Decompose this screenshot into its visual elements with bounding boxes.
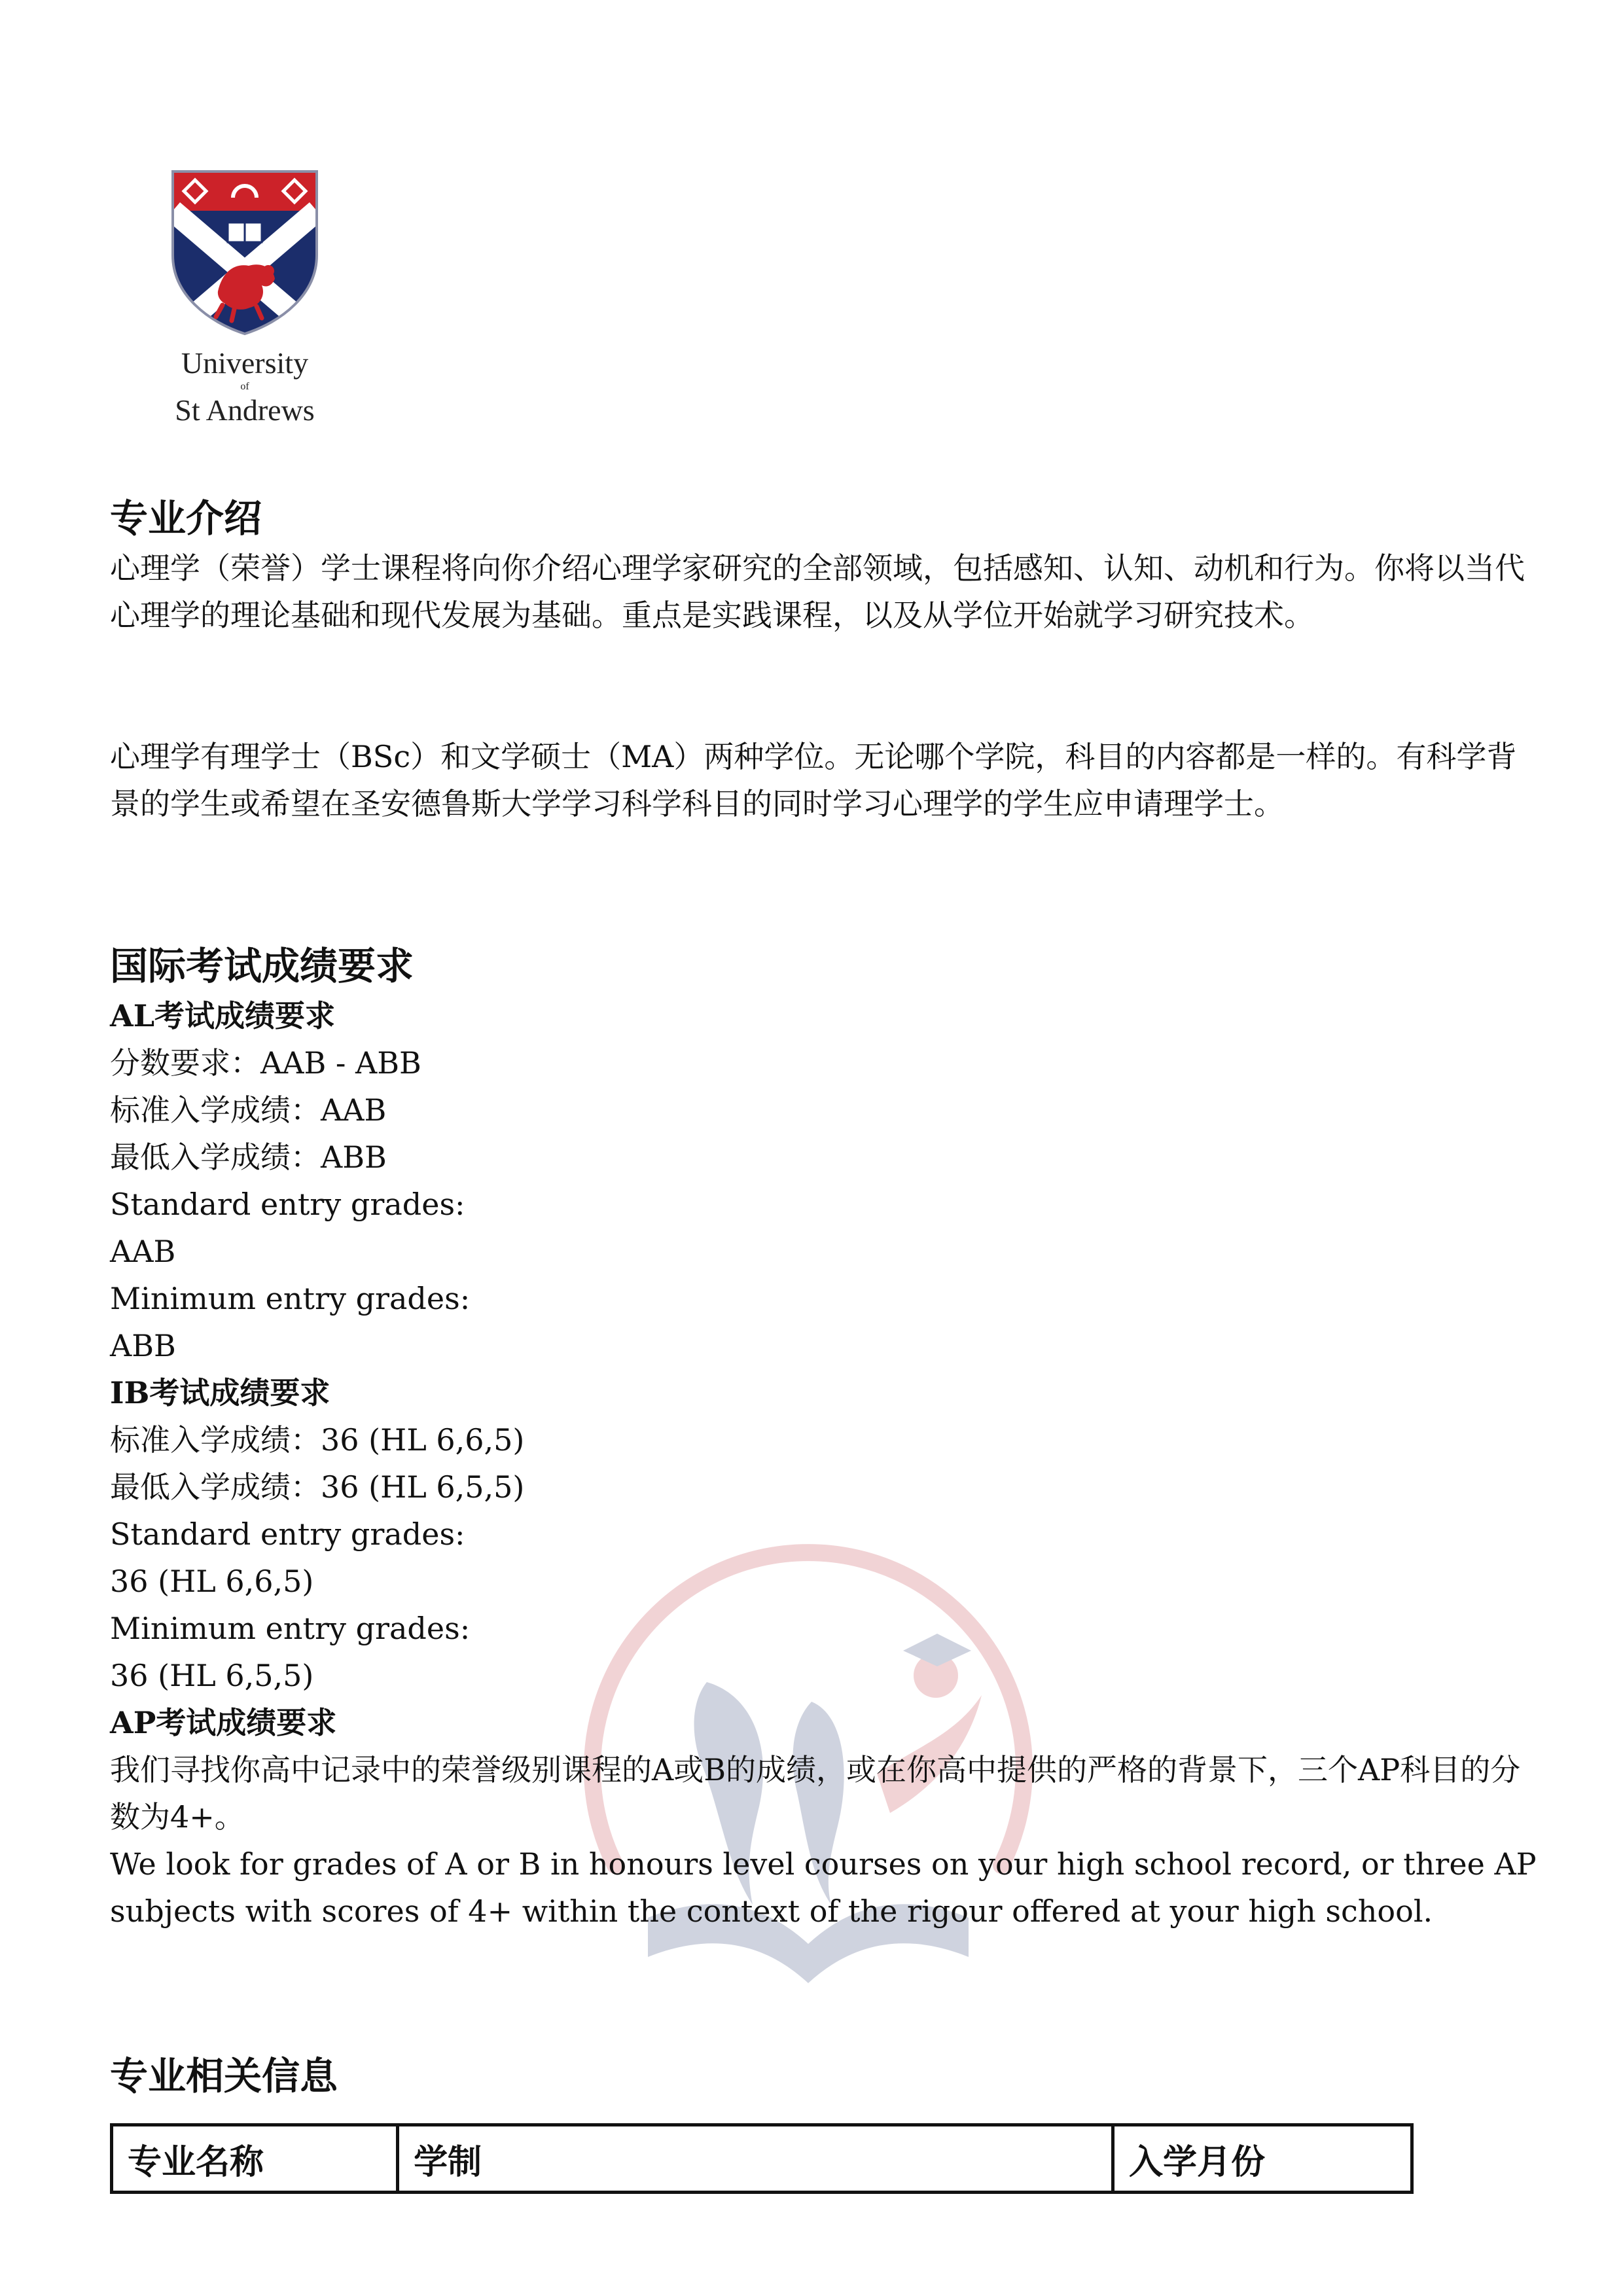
program-info-table (110, 2123, 1414, 2194)
ib-line: 36 (HL 6,6,5) (110, 1564, 314, 1599)
table-header-program-name: 专业名称 (112, 2125, 398, 2193)
intro-paragraph-2: 心理学有理学士（BSc）和文学硕士（MA）两种学位。无论哪个学院，科目的内容都是一样的。有科学背景的学生或希望在圣安德鲁斯大学学习科学科目的同时学习心理学的学生应申请理学士。 (110, 739, 1517, 821)
section-heading-requirements: 国际考试成绩要求 (110, 944, 414, 988)
intro-paragraph-1: 心理学（荣誉）学士课程将向你介绍心理学家研究的全部领域，包括感知、认知、动机和行为。你将以当代心理学的理论基础和现代发展为基础。重点是实践课程，以及从学位开始就学习研究技术。 (110, 550, 1525, 633)
table-header-duration: 学制 (398, 2125, 1113, 2193)
table-header-row (112, 2125, 1412, 2193)
university-logo (110, 157, 380, 432)
ap-requirements-title: AP考试成绩要求 (110, 1705, 337, 1740)
al-line: AAB (110, 1234, 176, 1269)
ib-line: 标准入学成绩：36 (HL 6,6,5) (110, 1422, 525, 1458)
table-header-intake-month: 入学月份 (1113, 2125, 1412, 2193)
ib-line: 最低入学成绩：36 (HL 6,5,5) (110, 1469, 525, 1505)
university-crest-icon (110, 157, 380, 347)
section-heading-related: 专业相关信息 (110, 2054, 338, 2098)
ib-requirements-title: IB考试成绩要求 (110, 1375, 330, 1410)
logo-text-university: University (181, 346, 309, 380)
al-line: 标准入学成绩：AAB (110, 1092, 387, 1128)
section-heading-intro: 专业介绍 (110, 496, 262, 541)
al-line: Minimum entry grades: (110, 1281, 471, 1316)
al-line: 分数要求：AAB - ABB (110, 1045, 421, 1081)
ap-text-cn: 我们寻找你高中记录中的荣誉级别课程的A或B的成绩，或在你高中提供的严格的背景下，三个AP科目的分数为4+。 (110, 1752, 1521, 1835)
ap-text-en: We look for grades of A or B in honours level courses on your high school record, or three AP subjects with scores of 4+ within the context of the rigour offered at your high school. (110, 1846, 1537, 1929)
al-line: 最低入学成绩：ABB (110, 1139, 387, 1175)
al-requirements-title: AL考试成绩要求 (110, 998, 336, 1033)
al-line: ABB (110, 1328, 176, 1363)
ib-line: 36 (HL 6,5,5) (110, 1658, 314, 1693)
al-line: Standard entry grades: (110, 1187, 465, 1222)
ib-line: Standard entry grades: (110, 1516, 465, 1552)
logo-text-of: of (240, 381, 249, 392)
logo-text-st-andrews: St Andrews (175, 393, 315, 427)
ib-line: Minimum entry grades: (110, 1611, 471, 1646)
